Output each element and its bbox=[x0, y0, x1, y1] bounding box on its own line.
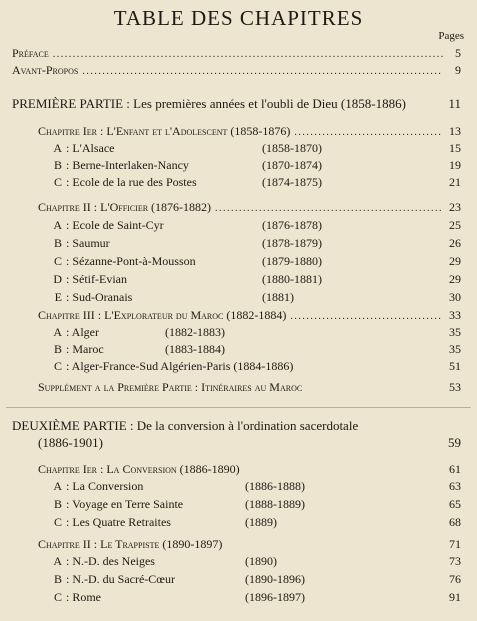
section-letter: A bbox=[53, 218, 62, 232]
chapter-title: Chapitre II : L'Officier (1876-1882) bbox=[38, 200, 212, 214]
part-title: PREMIÈRE PARTIE : Les premières années et l'oubli de Dieu (1858-1886) bbox=[12, 96, 406, 111]
leader-dots bbox=[294, 127, 443, 138]
entry-label: Avant-Propos bbox=[12, 63, 79, 77]
section-page: 15 bbox=[449, 141, 461, 155]
section-entry[interactable] bbox=[50, 554, 277, 570]
section-title: : Ecole de la rue des Postes bbox=[66, 175, 197, 189]
section-letter: B bbox=[53, 342, 62, 356]
section-dates: (1870-1874) bbox=[262, 158, 322, 172]
toc-part-1[interactable] bbox=[12, 96, 461, 112]
section-title: : N.-D. des Neiges bbox=[66, 554, 155, 568]
toc-entry-avant-propos[interactable] bbox=[12, 63, 461, 79]
section-title: : Rome bbox=[66, 590, 101, 604]
section-entry[interactable] bbox=[50, 479, 305, 495]
section-letter: E bbox=[54, 290, 62, 304]
section-entry[interactable] bbox=[50, 272, 322, 288]
section-page: 19 bbox=[449, 158, 461, 172]
section-letter: B bbox=[53, 497, 62, 511]
leader-dots bbox=[290, 311, 443, 322]
section-dates: (1879-1880) bbox=[262, 254, 322, 268]
section-entry[interactable] bbox=[50, 359, 293, 375]
toc-chapter-2-2[interactable] bbox=[38, 537, 461, 553]
section-letter: B bbox=[53, 572, 62, 586]
entry-page: 59 bbox=[448, 435, 461, 450]
section-dates: (1888-1889) bbox=[245, 497, 305, 511]
section-entry[interactable] bbox=[50, 515, 277, 531]
toc-part-2-line1[interactable] bbox=[12, 418, 358, 434]
part-dates: (1886-1901) bbox=[38, 435, 103, 450]
section-title: : La Conversion bbox=[66, 479, 144, 493]
section-page: 29 bbox=[449, 272, 461, 286]
section-title: : Ecole de Saint-Cyr bbox=[66, 218, 164, 232]
entry-page: 11 bbox=[448, 96, 461, 111]
section-title: : Voyage en Terre Sainte bbox=[66, 497, 184, 511]
leader-dots bbox=[53, 49, 443, 60]
section-dates: (1874-1875) bbox=[262, 175, 322, 189]
section-title: : Les Quatre Retraites bbox=[66, 515, 171, 529]
section-title: : Sétif-Evian bbox=[66, 272, 127, 286]
section-page: 68 bbox=[449, 515, 461, 529]
section-page: 25 bbox=[449, 218, 461, 232]
toc-part-2[interactable] bbox=[38, 435, 461, 451]
section-letter: B bbox=[53, 158, 62, 172]
section-page: 76 bbox=[449, 572, 461, 586]
section-entry[interactable] bbox=[50, 175, 322, 191]
chapter-title: Chapitre II : Le Trappiste (1890-1897) bbox=[38, 537, 223, 551]
section-page: 63 bbox=[449, 479, 461, 493]
leader-dots bbox=[82, 66, 443, 77]
section-title: : Sud-Oranais bbox=[66, 290, 133, 304]
entry-label: Préface bbox=[12, 46, 49, 60]
section-letter: C bbox=[53, 359, 62, 373]
entry-page: 23 bbox=[449, 200, 461, 214]
chapter-title: Chapitre Ier : La Conversion (1886-1890) bbox=[38, 462, 240, 476]
section-entry[interactable] bbox=[50, 497, 305, 513]
section-letter: A bbox=[53, 554, 62, 568]
section-entry[interactable] bbox=[50, 254, 322, 270]
section-letter: C bbox=[53, 175, 62, 189]
section-entry[interactable] bbox=[50, 141, 322, 157]
section-entry[interactable] bbox=[50, 236, 322, 252]
section-page: 51 bbox=[449, 359, 461, 373]
section-dates: (1886-1888) bbox=[245, 479, 305, 493]
section-title: : N.-D. du Sacré-Cœur bbox=[66, 572, 175, 586]
section-page: 26 bbox=[449, 236, 461, 250]
section-letter: B bbox=[53, 236, 62, 250]
section-letter: D bbox=[53, 272, 62, 286]
section-letter: C bbox=[53, 515, 62, 529]
section-dates: (1881) bbox=[262, 290, 294, 304]
entry-label: Supplément a la Première Partie : Itinéraires au Maroc bbox=[38, 380, 303, 394]
section-title: : Maroc bbox=[66, 342, 104, 356]
section-dates: (1858-1870) bbox=[262, 141, 322, 155]
entry-page: 61 bbox=[449, 462, 461, 476]
section-page: 29 bbox=[449, 254, 461, 268]
toc-entry-preface[interactable] bbox=[12, 46, 461, 62]
section-dates: (1890) bbox=[245, 554, 277, 568]
entry-page: 71 bbox=[449, 537, 461, 551]
section-title: : Berne-Interlaken-Nancy bbox=[66, 158, 189, 172]
section-divider bbox=[6, 407, 471, 408]
section-title: : Alger-France-Sud Algérien-Paris (1884-1886) bbox=[66, 359, 294, 373]
section-entry[interactable] bbox=[50, 325, 225, 341]
toc-chapter-1-2[interactable] bbox=[38, 200, 461, 216]
section-dates: (1880-1881) bbox=[262, 272, 322, 286]
chapter-title: Chapitre Ier : L'Enfant et l'Adolescent (1858-1876) bbox=[38, 124, 291, 138]
section-dates: (1876-1878) bbox=[262, 218, 322, 232]
section-entry[interactable] bbox=[50, 290, 294, 306]
section-entry[interactable] bbox=[50, 590, 305, 606]
section-page: 35 bbox=[449, 342, 461, 356]
section-letter: A bbox=[53, 325, 62, 339]
section-dates: (1878-1879) bbox=[262, 236, 322, 250]
section-letter: C bbox=[53, 590, 62, 604]
entry-page: 5 bbox=[455, 46, 461, 60]
section-entry[interactable] bbox=[50, 158, 322, 174]
section-page: 65 bbox=[449, 497, 461, 511]
leader-dots bbox=[215, 203, 443, 214]
section-letter: A bbox=[53, 479, 62, 493]
section-entry[interactable] bbox=[50, 218, 322, 234]
entry-page: 13 bbox=[449, 124, 461, 138]
section-dates: (1890-1896) bbox=[245, 572, 305, 586]
toc-chapter-1-3[interactable] bbox=[38, 308, 461, 324]
chapter-title: Chapitre III : L'Explorateur du Maroc (1882-1884) bbox=[38, 308, 287, 322]
section-page: 30 bbox=[449, 290, 461, 304]
section-entry[interactable] bbox=[50, 342, 225, 358]
section-dates: (1896-1897) bbox=[245, 590, 305, 604]
toc-entry-supplement[interactable] bbox=[38, 380, 461, 396]
part-title: DEUXIÈME PARTIE : De la conversion à l'ordination sacerdotale bbox=[12, 418, 359, 433]
entry-page: 9 bbox=[455, 63, 461, 77]
section-page: 73 bbox=[449, 554, 461, 568]
section-dates: (1889) bbox=[245, 515, 277, 529]
section-page: 35 bbox=[449, 325, 461, 339]
section-title: : Sézanne-Pont-à-Mousson bbox=[66, 254, 196, 268]
toc-chapter-2-1[interactable] bbox=[38, 462, 461, 478]
pages-column-header: Pages bbox=[438, 30, 464, 42]
section-dates: (1883-1884) bbox=[165, 342, 225, 356]
section-title: : Saumur bbox=[66, 236, 110, 250]
section-letter: C bbox=[53, 254, 62, 268]
entry-page: 33 bbox=[449, 308, 461, 322]
page-title: TABLE DES CHAPITRES bbox=[113, 6, 364, 30]
section-title: : Alger bbox=[66, 325, 99, 339]
toc-chapter-1-1[interactable] bbox=[38, 124, 461, 140]
section-letter: A bbox=[53, 141, 62, 155]
section-title: : L'Alsace bbox=[66, 141, 115, 155]
entry-page: 53 bbox=[449, 380, 461, 394]
section-page: 21 bbox=[449, 175, 461, 189]
section-page: 91 bbox=[449, 590, 461, 604]
section-entry[interactable] bbox=[50, 572, 305, 588]
section-dates: (1882-1883) bbox=[165, 325, 225, 339]
